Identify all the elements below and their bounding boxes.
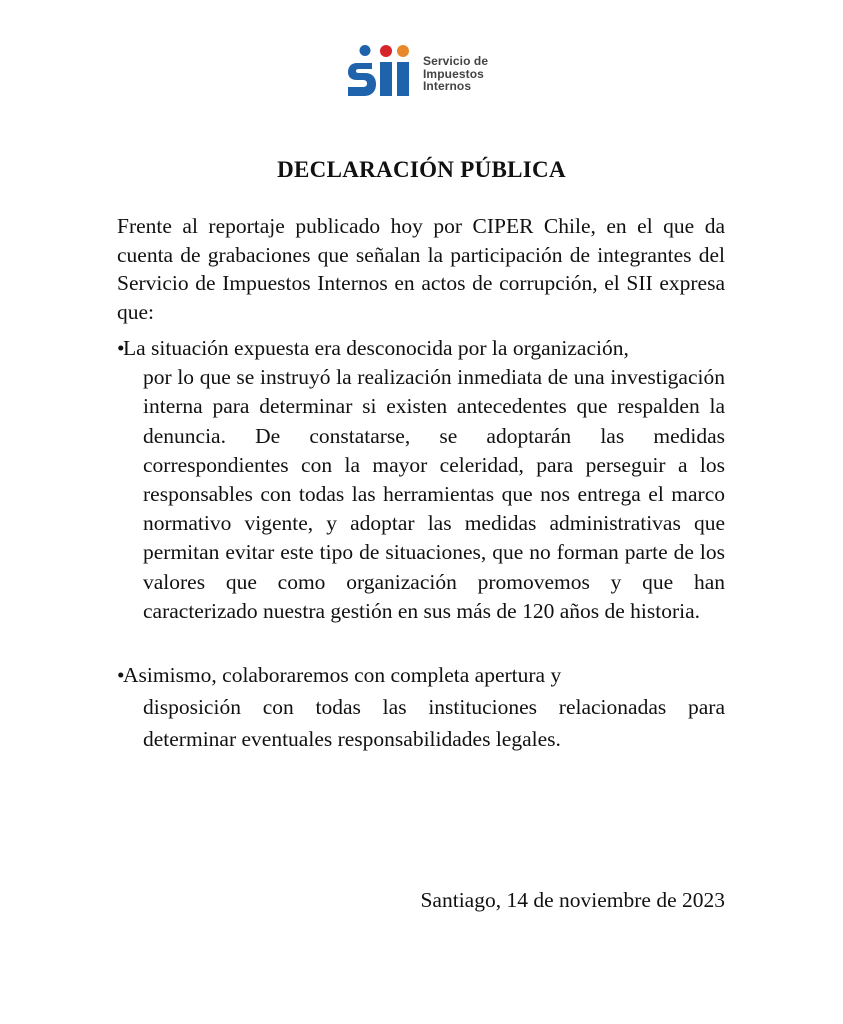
- logo-letter-s: [348, 63, 376, 96]
- list-item-text: por lo que se instruyó la realización inmediata de una investigación interna para determinar si existen antecedentes que respalden la denuncia. De constatarse, se adoptarán las medidas correspondientes con la mayor celeridad, para perseguir a los responsables con todas las herramientas que nos entrega el marco normativo vigente, y adoptar las medidas administrativas que permitan evitar este tipo de situaciones, que no forman parte de los valores que como organización promovemos y que han caracterizado nuestra gestión en sus más de 120 años de historia.: [143, 365, 725, 623]
- logo-letter-i-2: [397, 62, 409, 96]
- sii-logo-mark: [345, 44, 417, 98]
- logo-dot-blue: [360, 45, 371, 56]
- list-item-text: disposición con todas las instituciones relacionadas para determinar eventuales responsabilidades legales.: [143, 695, 725, 752]
- bullet-icon: •: [117, 663, 125, 688]
- logo-text-line-3: Internos: [423, 79, 472, 93]
- bullet-icon: •: [117, 336, 125, 360]
- logo-dot-red: [380, 45, 392, 57]
- sii-logo: [345, 44, 505, 98]
- list-item: [117, 334, 725, 626]
- logo-wordmark-text: [423, 55, 488, 93]
- statement-list: [117, 334, 725, 755]
- logo-text-line-2: Impuestos: [423, 66, 484, 81]
- list-item: [117, 659, 725, 755]
- dateline: Santiago, 14 de noviembre de 2023: [420, 888, 725, 912]
- logo-letter-i-1: [380, 62, 392, 96]
- intro-paragraph: Frente al reportaje publicado hoy por CIPER Chile, en el que da cuenta de grabaciones que señalan la participación de integrantes del Servicio de Impuestos Internos en actos de corrupción, el SII expresa que:: [117, 214, 725, 324]
- logo-dot-orange: [397, 45, 409, 57]
- list-item-first-line: Asimismo, colaboraremos con completa apertura y: [123, 663, 562, 688]
- list-item-first-line: La situación expuesta era desconocida por la organización,: [123, 336, 629, 360]
- logo-text-line-1: Servicio de: [423, 54, 489, 68]
- document-title: DECLARACIÓN PÚBLICA: [277, 157, 566, 182]
